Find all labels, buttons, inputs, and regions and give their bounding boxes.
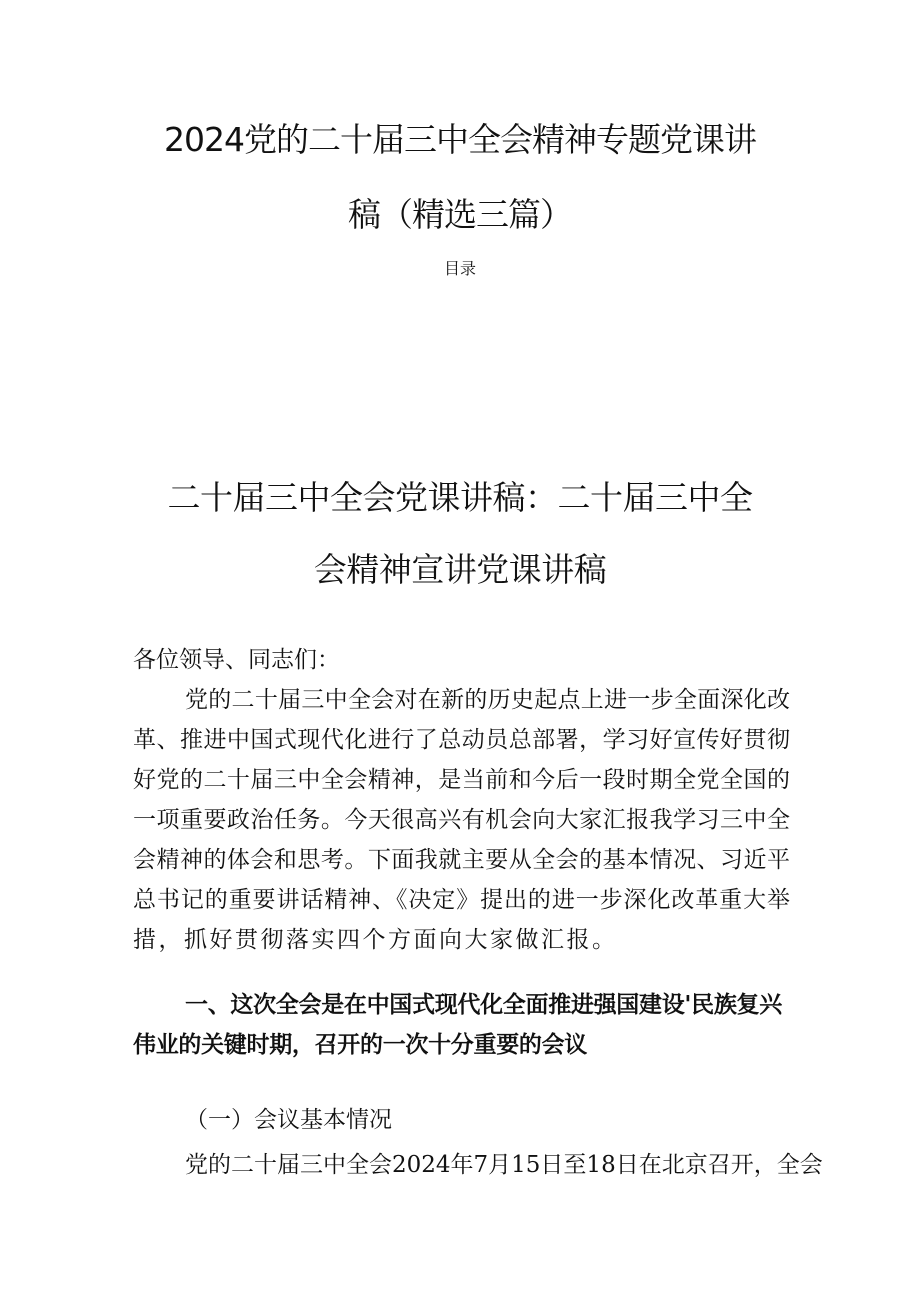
subheading-1: （一）会议基本情况: [185, 1107, 392, 1133]
paragraph-1-line: 党的二十届三中全会对在新的历史起点上进一步全面深化改: [185, 687, 790, 713]
paragraph-1-line: 好党的二十届三中全会精神，是当前和今后一段时期全党全国的: [133, 767, 790, 793]
section-title-line-2: 会精神宣讲党课讲稿: [313, 550, 607, 589]
paragraph-1-line: 会精神的体会和思考。下面我就主要从全会的基本情况、习近平: [133, 847, 790, 873]
document-title-line-1: 2024党的二十届三中全会精神专题党课讲: [164, 120, 756, 159]
toc-label: 目录: [443, 259, 476, 278]
section-title-line-1: 二十届三中全会党课讲稿：二十届三中全: [167, 478, 753, 517]
heading-1-line-2: 伟业的关键时期，召开的一次十分重要的会议: [133, 1032, 588, 1058]
salutation: 各位领导、同志们：: [133, 647, 340, 673]
heading-1-line-1: 一、这次全会是在中国式现代化全面推进强国建设'民族复兴: [185, 992, 782, 1018]
paragraph-1-line: 措，抓好贯彻落实四个方面向大家做汇报。: [133, 927, 618, 953]
paragraph-1-line: 革、推进中国式现代化进行了总动员总部署，学习好宣传好贯彻: [133, 727, 790, 753]
document-title-line-2: 稿（精选三篇）: [348, 195, 572, 234]
paragraph-1-line: 总书记的重要讲话精神、《决定》提出的进一步深化改革重大举: [133, 887, 790, 913]
paragraph-1-line: 一项重要政治任务。今天很高兴有机会向大家汇报我学习三中全: [133, 807, 790, 833]
paragraph-2-line-1: 党的二十届三中全会2024年7月15日至18日在北京召开，全会: [185, 1152, 823, 1178]
